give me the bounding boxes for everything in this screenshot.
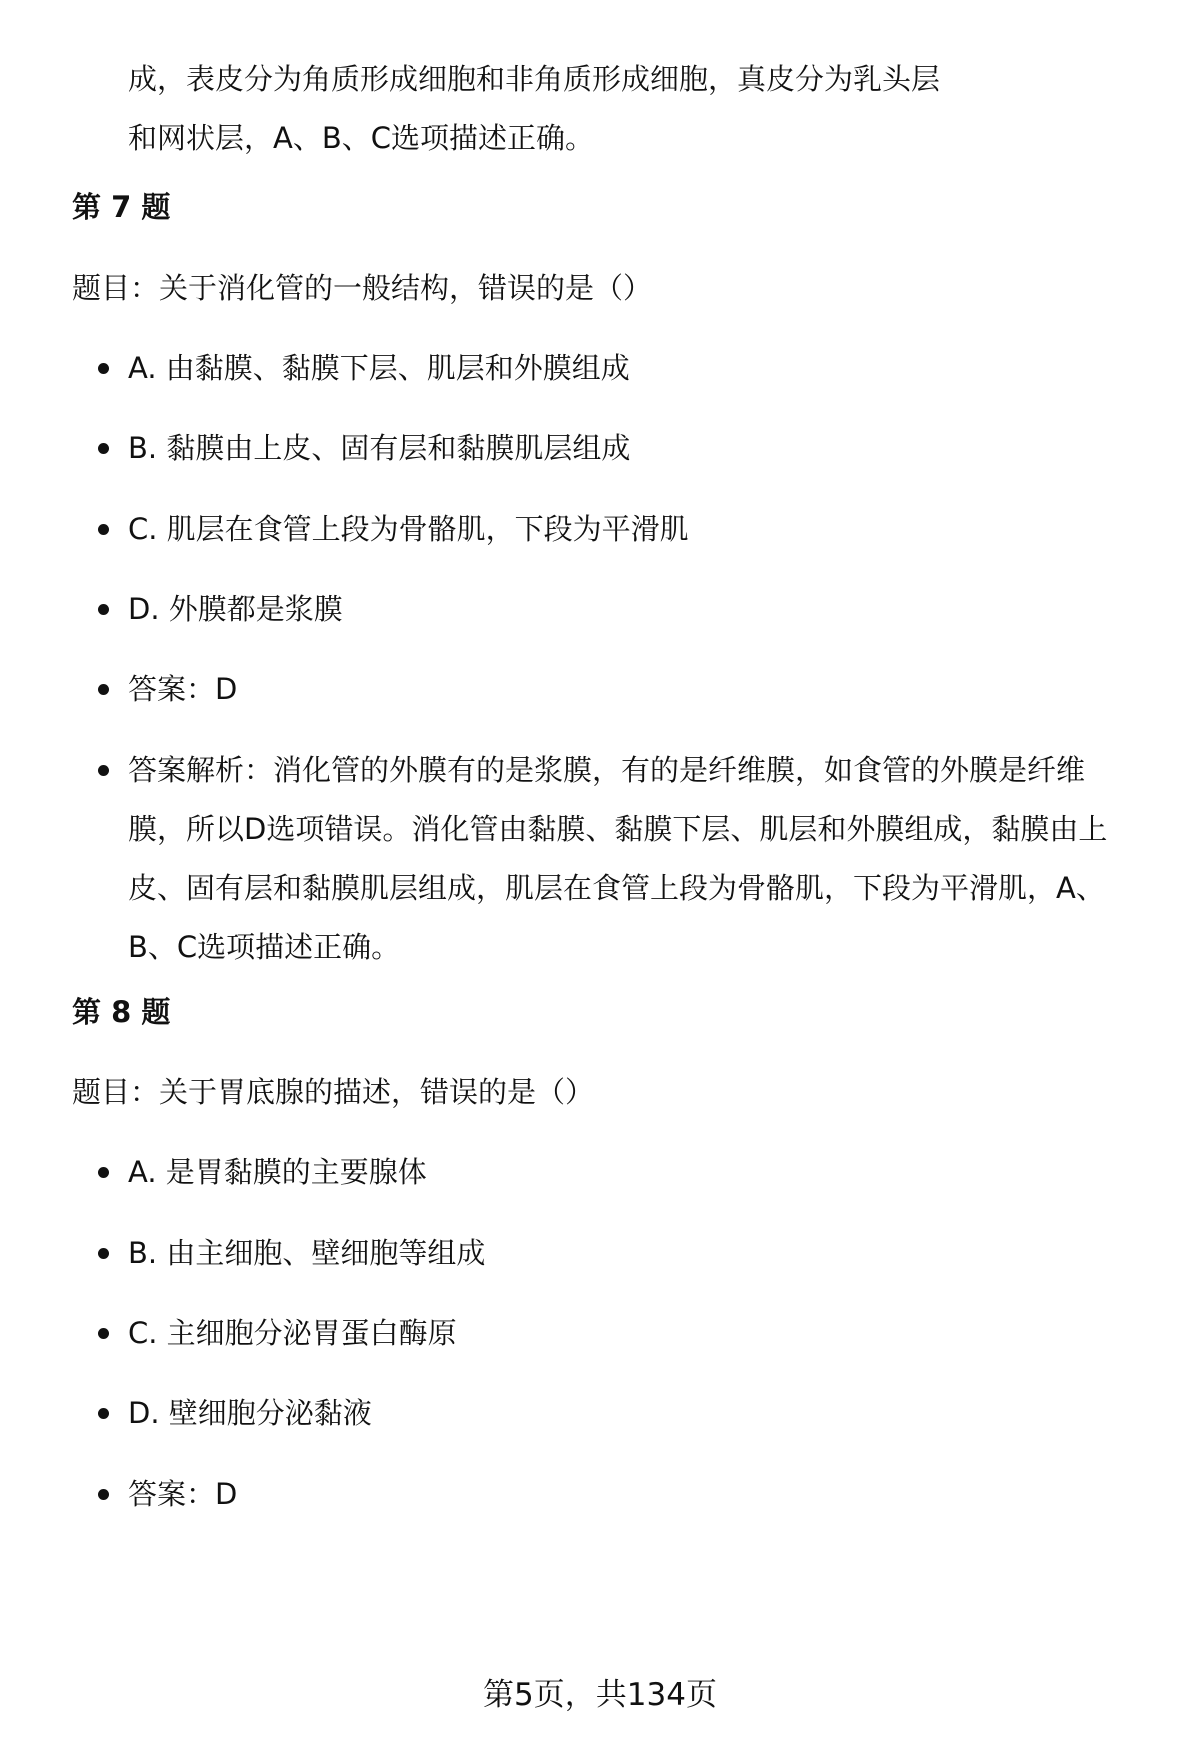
bullet-icon: [98, 1489, 109, 1500]
bullet-icon: [98, 1328, 109, 1339]
question-7-option-c: [128, 500, 1138, 559]
option-text: A. 是胃黏膜的主要腺体: [128, 1155, 427, 1189]
question-8-answer: [128, 1465, 1138, 1524]
option-text: B. 黏膜由上皮、固有层和黏膜肌层组成: [128, 431, 631, 465]
bullet-icon: [98, 363, 109, 374]
question-8-option-a: [128, 1143, 1138, 1202]
question-7-heading: 第 7 题: [72, 190, 171, 224]
question-7-option-a: [128, 339, 1138, 398]
bullet-icon: [98, 524, 109, 535]
option-text: C. 主细胞分泌胃蛋白酶原: [128, 1316, 457, 1350]
question-7-answer: [128, 660, 1138, 719]
question-7-option-d: [128, 580, 1138, 639]
explanation-text: 答案解析：消化管的外膜有的是浆膜，有的是纤维膜，如食管的外膜是纤维膜，所以D选项错误。消化管由黏膜、黏膜下层、肌层和外膜组成，黏膜由上皮、固有层和黏膜肌层组成，肌层在食管上段为骨骼肌，下段为平滑肌，A、B、C选项描述正确。: [128, 753, 1108, 964]
option-text: A. 由黏膜、黏膜下层、肌层和外膜组成: [128, 351, 630, 385]
answer-text: 答案：D: [128, 1477, 238, 1511]
carryover-explanation: 成，表皮分为角质形成细胞和非角质形成细胞，真皮分为乳头层和网状层，A、B、C选项描述正确。: [128, 62, 941, 155]
bullet-icon: [98, 1248, 109, 1259]
bullet-icon: [98, 604, 109, 615]
bullet-icon: [98, 684, 109, 695]
answer-text: 答案：D: [128, 672, 238, 706]
bullet-icon: [98, 765, 109, 776]
question-8-stem: 题目：关于胃底腺的描述，错误的是（）: [72, 1075, 595, 1109]
question-8-option-c: [128, 1304, 1138, 1363]
option-text: C. 肌层在食管上段为骨骼肌，下段为平滑肌: [128, 512, 689, 546]
option-text: D. 壁细胞分泌黏液: [128, 1396, 372, 1430]
question-7-option-b: [128, 419, 1138, 478]
option-text: B. 由主细胞、壁细胞等组成: [128, 1236, 486, 1270]
bullet-icon: [98, 1167, 109, 1178]
question-8-option-d: [128, 1384, 1138, 1443]
question-7-explanation: [128, 741, 1138, 977]
bullet-icon: [98, 1408, 109, 1419]
question-7-stem: 题目：关于消化管的一般结构，错误的是（）: [72, 271, 653, 305]
page-number: 第5页，共134页: [483, 1677, 717, 1713]
question-8-heading: 第 8 题: [72, 995, 171, 1029]
question-8-option-b: [128, 1224, 1138, 1283]
option-text: D. 外膜都是浆膜: [128, 592, 343, 626]
bullet-icon: [98, 443, 109, 454]
